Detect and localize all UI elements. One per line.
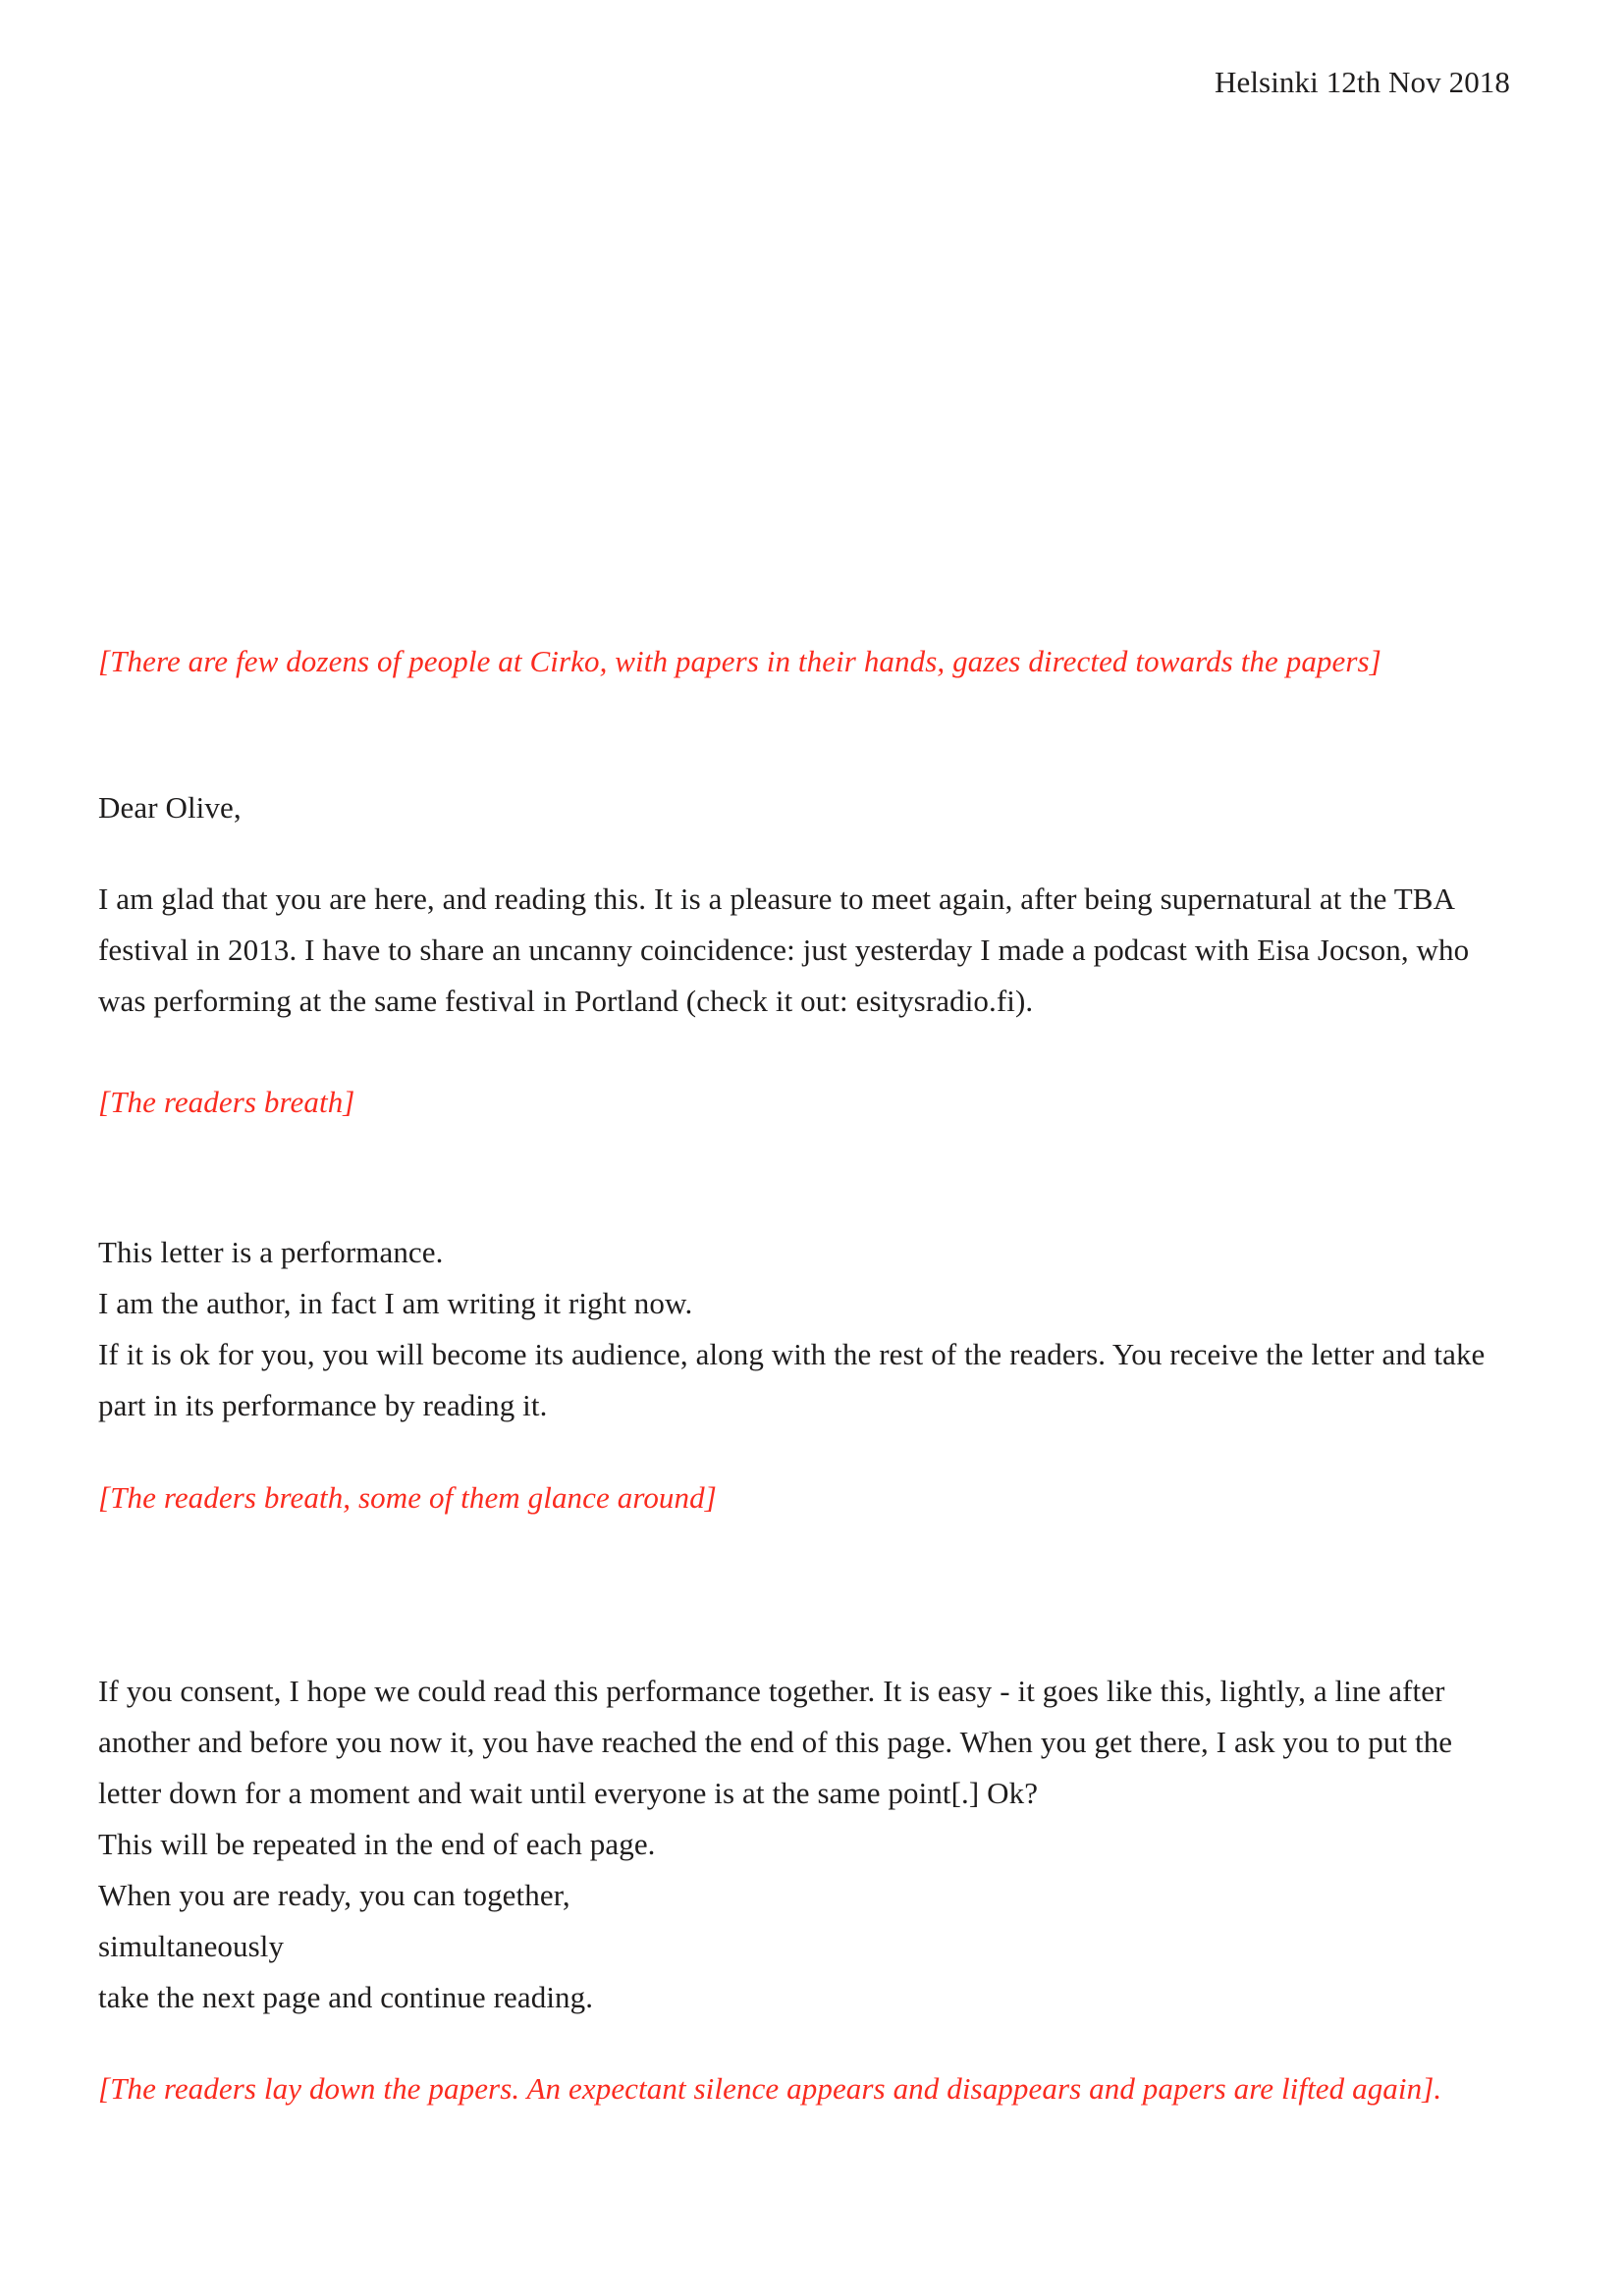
letter-line: If you consent, I hope we could read this performance together. It is easy - it goes like this, lightly, a line after another and before you now it, you have reached the end of this page. When you get there, I ask you to put the letter down for a moment and wait until everyone is at the same point[.] Ok? (98, 1674, 1453, 1810)
letter-line: When you are ready, you can together, (98, 1878, 570, 1912)
paragraph-introduction: I am glad that you are here, and reading this. It is a pleasure to meet again, after being supernatural at the TBA festival in 2013. I have to share an uncanny coincidence: just yesterday I made a podcast with Eisa Jocson, who was performing at the same festival in Portland (check it out: esitysradio.fi). (98, 881, 1470, 1018)
letter-line: This letter is a performance. (98, 1235, 444, 1269)
letter-line: This will be repeated in the end of each page. (98, 1827, 656, 1861)
paragraph-performance (98, 1227, 1520, 1431)
letter-line: If it is ok for you, you will become its audience, along with the rest of the readers. You receive the letter and take part in its performance by reading it. (98, 1337, 1486, 1422)
stage-direction-glance-around: [The readers breath, some of them glance around] (98, 1480, 717, 1515)
stage-direction-readers-breath: [The readers breath] (98, 1085, 355, 1119)
stage-direction-opening: [There are few dozens of people at Cirko, with papers in their hands, gazes directed towards the papers] (98, 644, 1381, 678)
salutation: Dear Olive, (98, 790, 242, 825)
stage-direction-closing: [The readers lay down the papers. An expectant silence appears and disappears and papers are lifted again]. (98, 2071, 1442, 2106)
letter-line: take the next page and continue reading. (98, 1980, 594, 2014)
paragraph-instructions (98, 1666, 1520, 2023)
letter-line: simultaneously (98, 1929, 285, 1963)
letter-line: I am the author, in fact I am writing it right now. (98, 1286, 693, 1320)
date-line: Helsinki 12th Nov 2018 (1215, 65, 1510, 99)
